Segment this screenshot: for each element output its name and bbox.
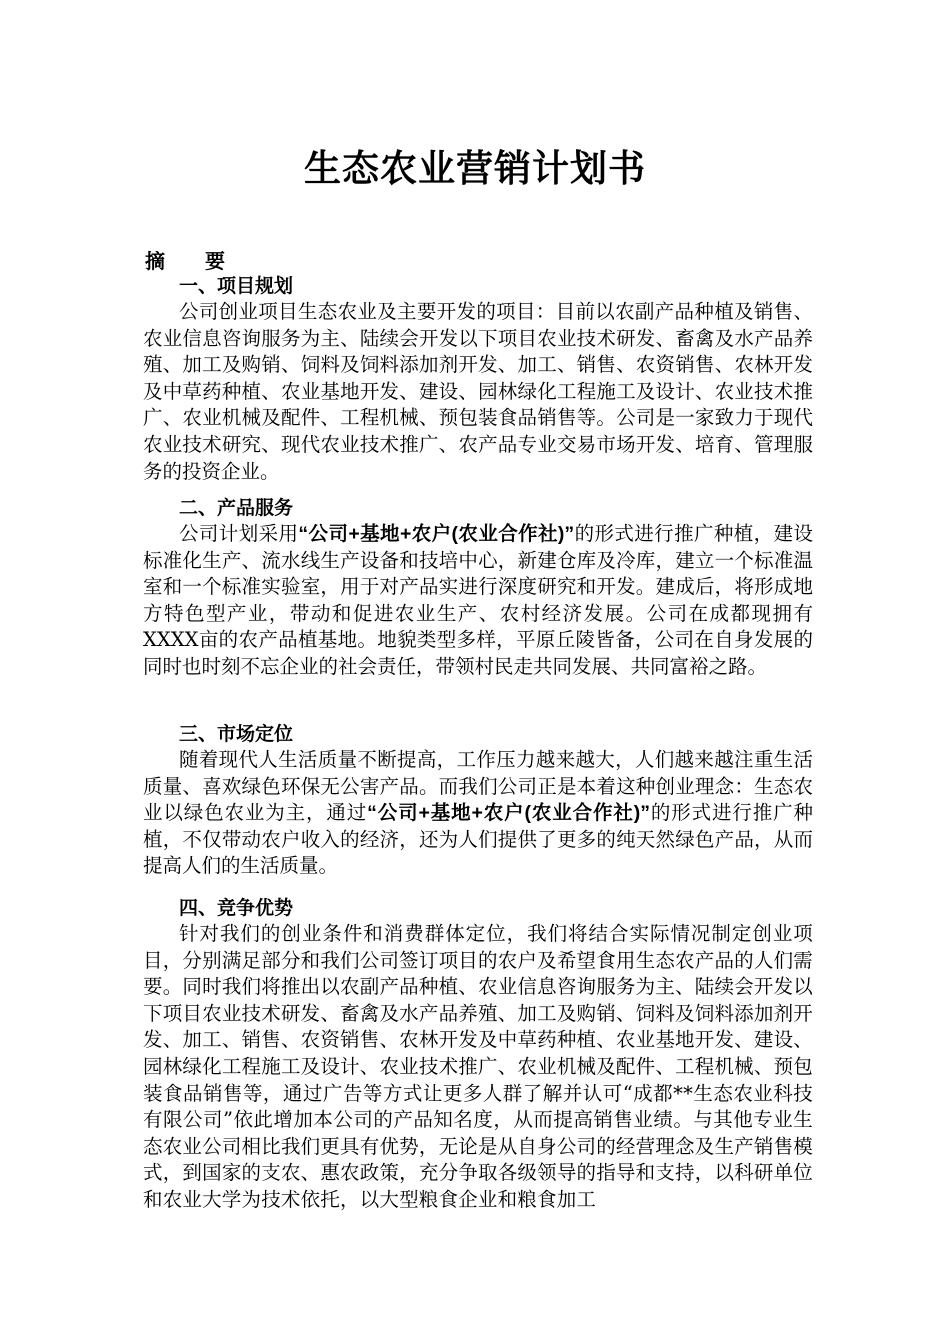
document-title: 生态农业营销计划书 bbox=[304, 146, 646, 190]
section-paragraph bbox=[143, 521, 813, 681]
paragraph-text: 的形式进行推广种植，建设标准化生产、流水线生产设备和技培中心，新建仓库及冷库，建立一个标准温室和一个标准实验室，用于对产品实进行深度研究和开发。建成后，将形成地方特色型产业，带动和促进农业生产、农村经济发展。公司在成都现拥有XXXX亩的农产品植基地。地貌类型多样，平原丘陵皆备，公司在自身发展的同时也时刻不忘企业的社会责任，带领村民走共同发展、共同富裕之路。 bbox=[143, 522, 813, 678]
section-project-planning bbox=[143, 273, 813, 485]
section-heading: 四、竞争优势 bbox=[179, 897, 294, 919]
business-model-emphasis: “公司+基地+农户(农业合作社)” bbox=[298, 523, 575, 545]
business-model-emphasis: “公司+基地+农户(农业合作社)” bbox=[367, 802, 650, 825]
section-product-service bbox=[143, 495, 813, 681]
section-paragraph: 针对我们的创业条件和消费群体定位，我们将结合实际情况制定创业项目，分别满足部分和我们公司签订项目的农户及希望食用生态农产品的人们需要。同时我们将推出以农副产品种植、农业信息咨询服务为主、陆续会开发以下项目农业技术研发、畜禽及水产品养殖、加工及购销、饲料及饲料添加剂开发、加工、销售、农资销售、农林开发及中草药种植、农业基地开发、建设、园林绿化工程施工及设计、农业技术推广、农业机械及配件、工程机械、预包装食品销售等，通过广告等方式让更多人群了解并认可“成都**生态农业科技有限公司”依此增加本公司的产品知名度，从而提高销售业绩。与其他专业生态农业公司相比我们更具有优势，无论是从自身公司的经营理念及生产销售模式，到国家的支农、惠农政策，充分争取各级领导的指导和支持，以科研单位和农业大学为技术依托，以大型粮食企业和粮食加工 bbox=[143, 922, 813, 1211]
paragraph-text: 随着现代人生活质量不断提高，工作压力越来越大，人们越来越注重生活质量、喜欢绿色环保无公害产品。而我们公司正是本着这种创业理念：生态农业以绿色农业为主，通过 bbox=[143, 748, 813, 825]
section-heading: 三、市场定位 bbox=[179, 723, 294, 745]
section-heading: 二、产品服务 bbox=[179, 497, 294, 519]
section-competitive-advantage bbox=[143, 895, 813, 1214]
paragraph-text: 的形式进行推广种植，不仅带动农户收入的经济，还为人们提供了更多的纯天然绿色产品，从而提高人们的生活质量。 bbox=[143, 801, 813, 878]
abstract-label bbox=[145, 247, 225, 275]
section-paragraph bbox=[143, 747, 813, 880]
paragraph-text: 公司计划采用 bbox=[179, 522, 299, 545]
abstract-label-char-1: 摘 bbox=[145, 249, 165, 273]
abstract-label-char-2: 要 bbox=[205, 249, 225, 273]
section-paragraph: 公司创业项目生态农业及主要开发的项目：目前以农副产品种植及销售、农业信息咨询服务为主、陆续会开发以下项目农业技术研发、畜禽及水产品养殖、加工及购销、饲料及饲料添加剂开发、加工、销售、农资销售、农林开发及中草药种植、农业基地开发、建设、园林绿化工程施工及设计、农业技术推广、农业机械及配件、工程机械、预包装食品销售等。公司是一家致力于现代农业技术研究、现代农业技术推广、农产品专业交易市场开发、培育、管理服务的投资企业。 bbox=[143, 300, 813, 483]
section-heading: 一、项目规划 bbox=[179, 275, 294, 297]
section-market-positioning bbox=[143, 721, 813, 880]
